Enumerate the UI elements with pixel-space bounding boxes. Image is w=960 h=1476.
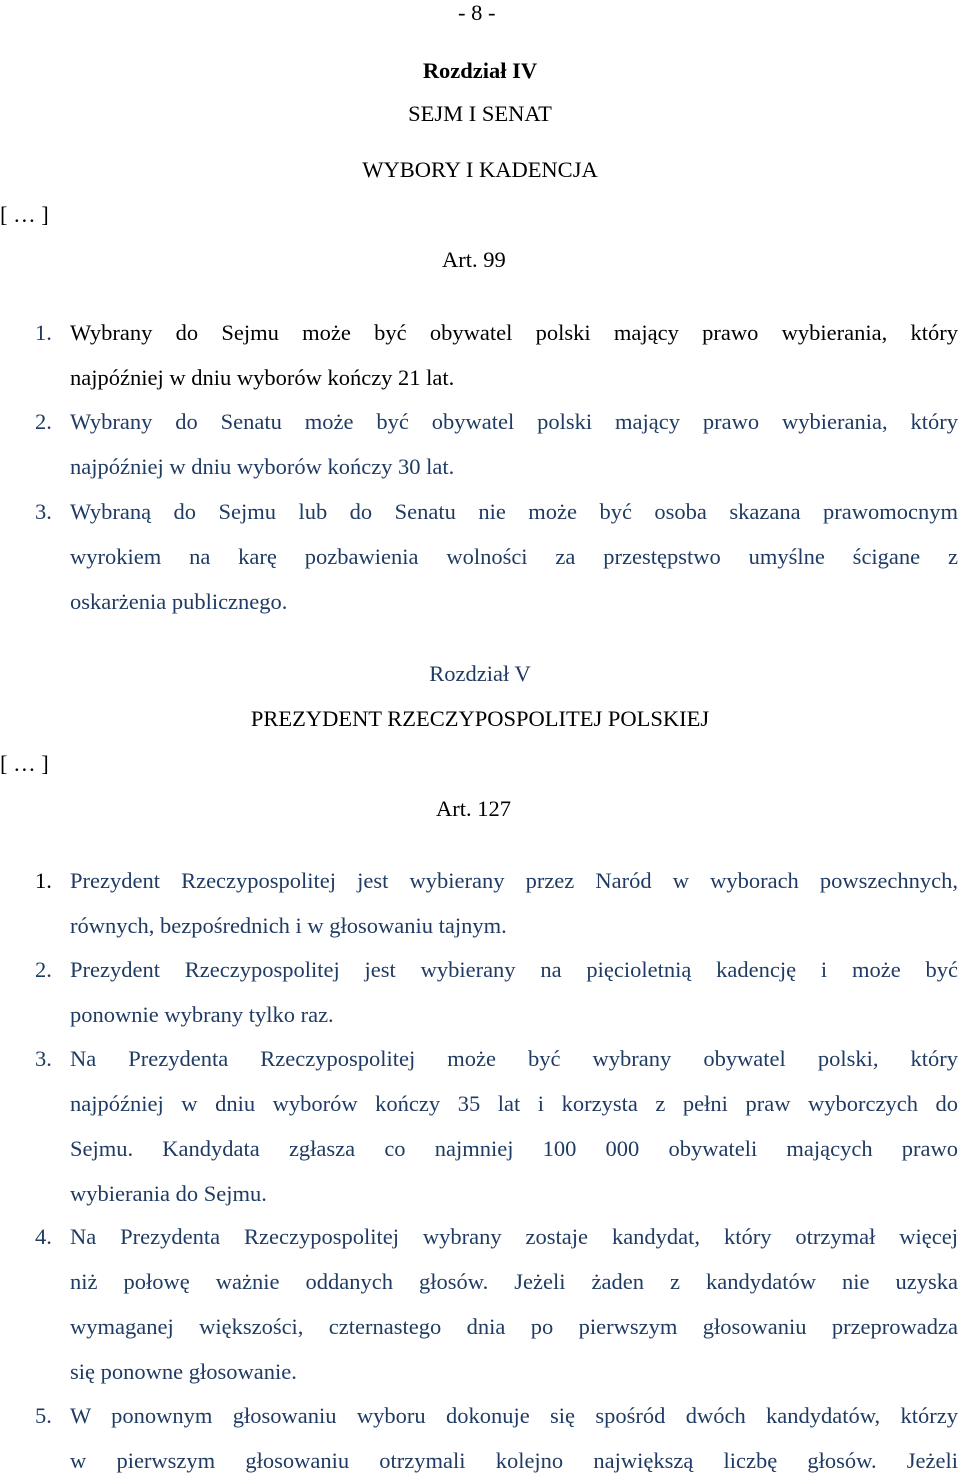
item-text-line: równych, bezpośrednich i w głosowaniu tajnym.	[70, 913, 507, 938]
item-text-line: Wybraną do Sejmu lub do Senatu nie może być osoba skazana prawomocnym	[70, 499, 958, 524]
chapter-title: SEJM I SENAT	[408, 101, 552, 126]
item-text-line: Wybrany do Sejmu może być obywatel polski mający prawo wybierania, który	[70, 320, 958, 345]
chapter-title: PREZYDENT RZECZYPOSPOLITEJ POLSKIEJ	[250, 706, 710, 731]
item-text-line: Sejmu. Kandydata zgłasza co najmniej 100 000 obywateli mających prawo	[70, 1136, 958, 1161]
item-text-line: Prezydent Rzeczypospolitej jest wybierany przez Naród w wyborach powszechnych,	[70, 868, 958, 893]
omission-marker: [ … ]	[0, 751, 49, 776]
article-heading: Art. 99	[442, 247, 506, 272]
item-number: 3.	[35, 1046, 52, 1071]
chapter-label: Rozdział V	[429, 661, 531, 686]
item-number: 1.	[35, 320, 52, 345]
chapter-label: Rozdział IV	[422, 58, 538, 83]
item-number: 5.	[35, 1403, 52, 1428]
item-text-line: Prezydent Rzeczypospolitej jest wybierany na pięcioletnią kadencję i może być	[70, 957, 958, 982]
item-number: 1.	[35, 868, 52, 893]
chapter-subtitle: WYBORY I KADENCJA	[362, 157, 598, 182]
item-number: 3.	[35, 499, 52, 524]
item-text-line: wyrokiem na karę pozbawienia wolności za przestępstwo umyślne ścigane z	[70, 544, 958, 569]
item-text-line: w pierwszym głosowaniu otrzymali kolejno największą liczbę głosów. Jeżeli	[70, 1448, 958, 1473]
article-heading: Art. 127	[436, 796, 511, 821]
item-number: 4.	[35, 1224, 52, 1249]
page-number: - 8 -	[458, 0, 496, 25]
item-text-line: oskarżenia publicznego.	[70, 589, 288, 614]
item-text-line: W ponownym głosowaniu wyboru dokonuje się spośród dwóch kandydatów, którzy	[70, 1403, 958, 1428]
item-text-line: Na Prezydenta Rzeczypospolitej wybrany zostaje kandydat, który otrzymał więcej	[70, 1224, 958, 1249]
item-text-line: się ponowne głosowanie.	[70, 1359, 297, 1384]
item-text-line: Na Prezydenta Rzeczypospolitej może być wybrany obywatel polski, który	[70, 1046, 958, 1071]
item-text-line: najpóźniej w dniu wyborów kończy 30 lat.	[70, 454, 455, 479]
item-text-line: wybierania do Sejmu.	[70, 1181, 267, 1206]
omission-marker: [ … ]	[0, 202, 49, 227]
item-text-line: Wybrany do Senatu może być obywatel polski mający prawo wybierania, który	[70, 409, 958, 434]
item-text-line: wymaganej większości, czternastego dnia po pierwszym głosowaniu przeprowadza	[70, 1314, 958, 1339]
item-number: 2.	[35, 957, 52, 982]
item-text-line: najpóźniej w dniu wyborów kończy 35 lat i korzysta z pełni praw wyborczych do	[70, 1091, 958, 1116]
item-text-line: ponownie wybrany tylko raz.	[70, 1002, 334, 1027]
item-number: 2.	[35, 409, 52, 434]
item-text-line: najpóźniej w dniu wyborów kończy 21 lat.	[70, 365, 455, 390]
item-text-line: niż połowę ważnie oddanych głosów. Jeżeli żaden z kandydatów nie uzyska	[70, 1269, 958, 1294]
